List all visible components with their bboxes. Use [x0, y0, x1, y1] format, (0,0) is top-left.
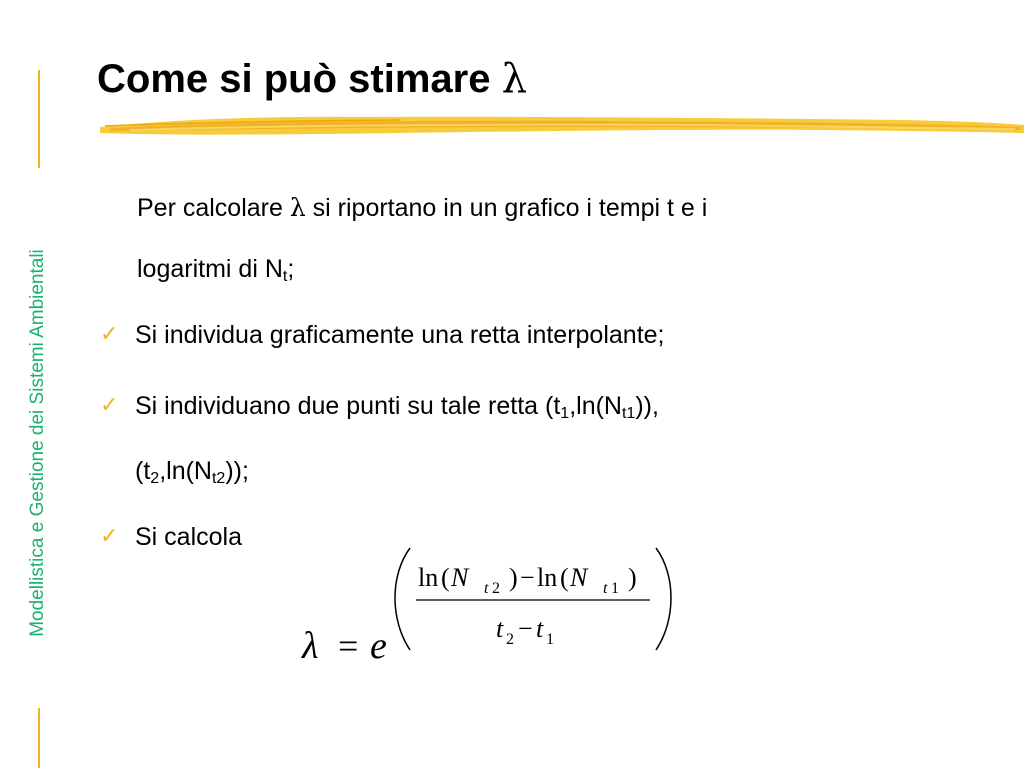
formula-paren-2: ): [509, 563, 518, 592]
subscript: t2: [211, 470, 226, 487]
formula-t-1: t: [496, 614, 504, 643]
bullet-1-text: Si individua graficamente una retta interpolante;: [135, 321, 665, 349]
formula-ln-1: ln: [418, 563, 439, 592]
bullet-2-text-d: (t: [135, 457, 151, 485]
sidebar-top-rule: [38, 70, 40, 168]
formula-right-paren: [656, 548, 671, 650]
formula-sub-t-2: t: [603, 580, 608, 597]
bullet-2-text-a: Si individuano due punti su tale retta (t: [135, 392, 561, 420]
intro-text-c: logaritmi di N: [137, 255, 283, 283]
subscript: 1: [560, 405, 570, 422]
formula-sub-1-1: 1: [611, 580, 619, 597]
formula-paren-1: (: [441, 563, 450, 592]
slide-title: [97, 56, 527, 102]
bullet-2-text-b: ,ln(N: [569, 392, 622, 420]
formula-equals: =: [338, 626, 359, 666]
formula-sub-t-1: t: [484, 580, 489, 597]
formula-ln-2: ln: [537, 563, 558, 592]
intro-text-b: si riportano in un grafico i tempi t e i: [305, 194, 708, 222]
subscript: 2: [150, 470, 160, 487]
bullet-3-text: Si calcola: [135, 523, 242, 551]
intro-line-2: [137, 255, 294, 284]
formula-sub-2-2: 2: [506, 631, 514, 648]
formula-sub-2-1: 2: [492, 580, 500, 597]
formula-N-1: N: [451, 563, 469, 592]
bullet-2-line-2: [135, 457, 249, 486]
formula-paren-4: ): [628, 563, 637, 592]
lambda-symbol: λ: [289, 193, 306, 222]
formula-e: e: [370, 625, 387, 667]
subscript: t: [282, 268, 288, 285]
slide-title-text: Come si può stimare: [97, 57, 502, 101]
formula-N-2: N: [570, 563, 588, 592]
formula-t-2: t: [536, 614, 544, 643]
intro-line-1: [137, 193, 707, 223]
bullet-2-text-e: ,ln(N: [159, 457, 212, 485]
bullet-2: [135, 392, 659, 421]
subscript: t1: [621, 405, 636, 422]
formula-paren-3: (: [560, 563, 569, 592]
bullet-3: [135, 523, 242, 552]
bullet-2-text-c: )),: [635, 392, 659, 420]
intro-text-a: Per calcolare: [137, 194, 290, 222]
formula-minus-2: −: [518, 614, 533, 643]
bullet-1: [135, 321, 665, 350]
formula-sub-1-2: 1: [546, 631, 554, 648]
intro-text-d: ;: [287, 255, 295, 283]
sidebar: [22, 180, 54, 705]
sidebar-bottom-rule: [38, 708, 40, 768]
lambda-symbol: λ: [501, 56, 527, 102]
formula-lambda: λ: [302, 625, 319, 667]
checkmark-icon: ✓: [100, 322, 119, 347]
lambda-formula: [298, 540, 678, 670]
bullet-2-text-f: ));: [225, 457, 249, 485]
sidebar-label: Modellistica e Gestione dei Sistemi Ambientali: [27, 248, 48, 637]
checkmark-icon: ✓: [100, 393, 119, 418]
formula-minus-1: −: [520, 563, 535, 592]
title-brush-underline: [100, 108, 1024, 144]
checkmark-icon: ✓: [100, 524, 119, 549]
formula-left-paren: [395, 548, 410, 650]
